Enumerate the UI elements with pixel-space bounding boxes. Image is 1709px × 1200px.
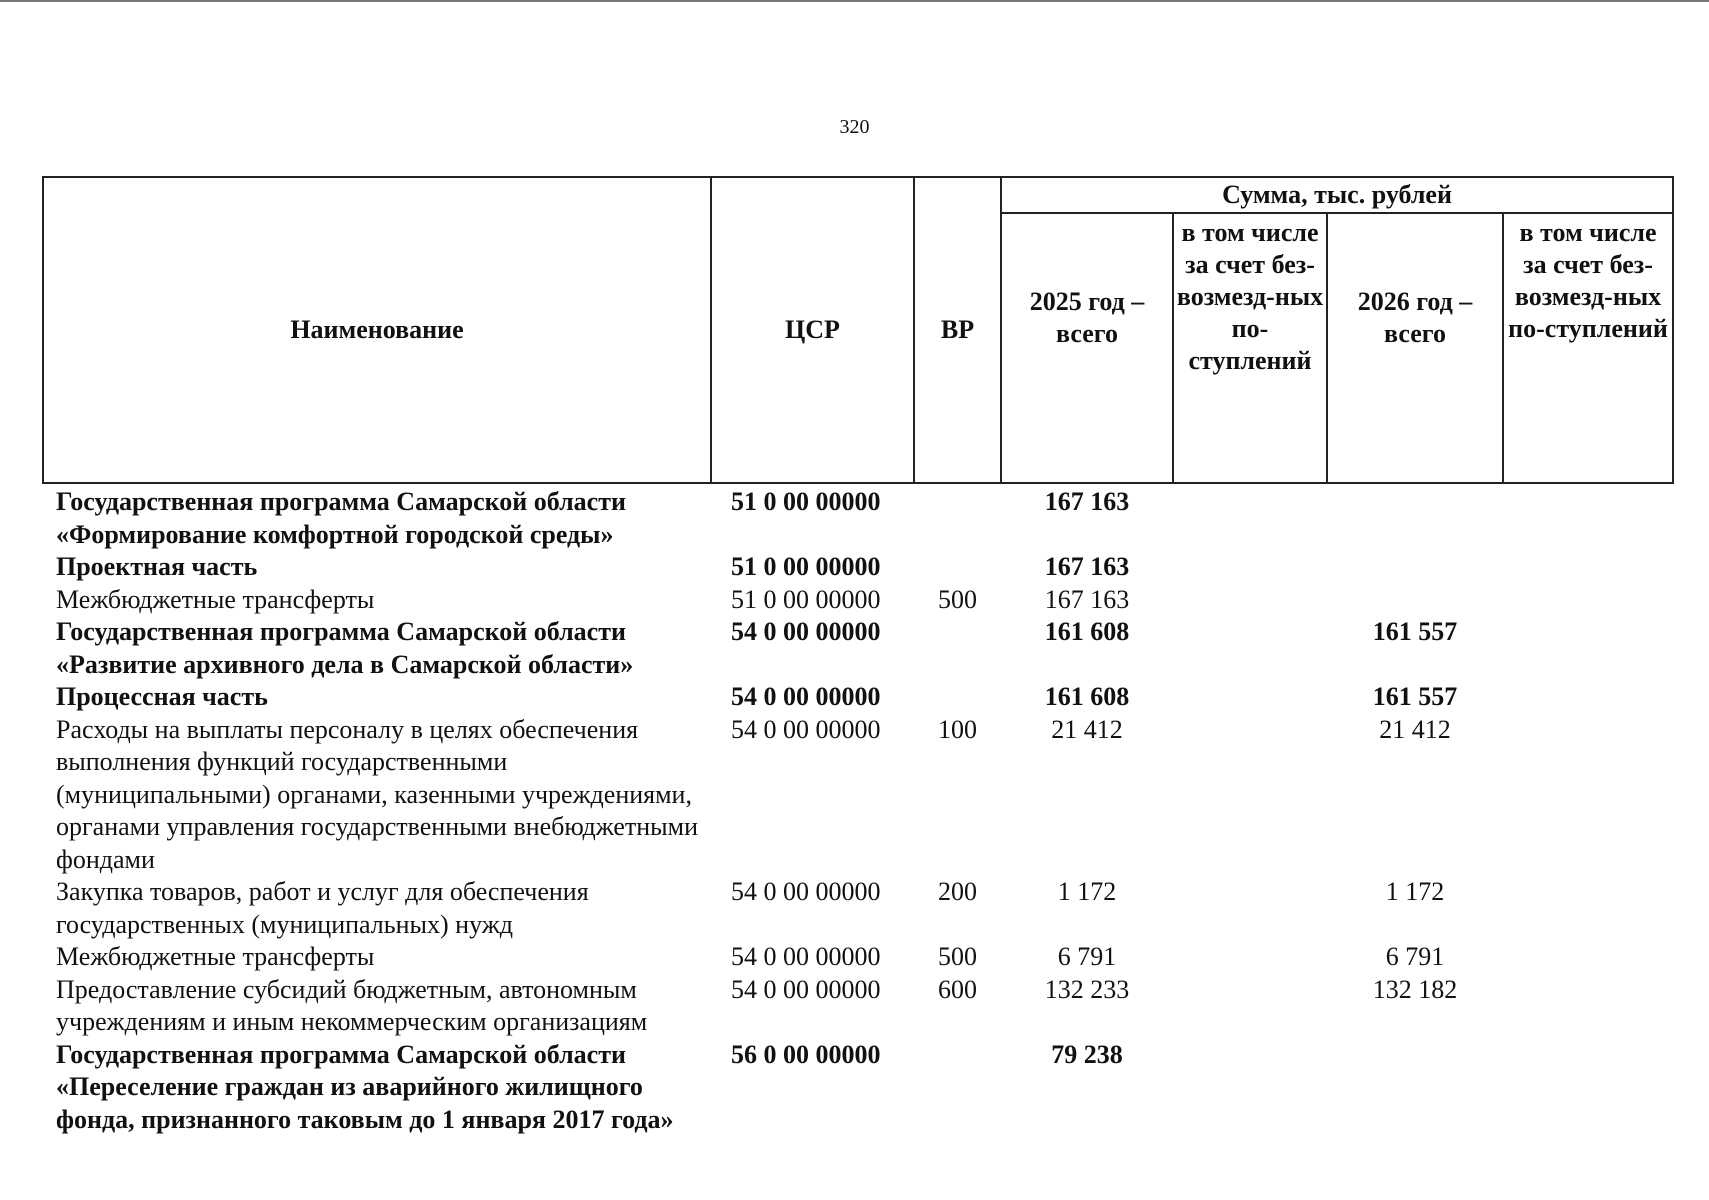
row-2026-total: 1 172 [1385, 877, 1445, 906]
row-csr: 54 0 00 00000 [731, 714, 881, 744]
row-name: Проектная часть [56, 552, 258, 581]
row-2026-free [1503, 616, 1673, 681]
table-row [43, 941, 1673, 974]
table-row [43, 483, 1673, 551]
table-row [43, 974, 1673, 1039]
row-name: Межбюджетные трансферты [56, 942, 375, 971]
row-2025-free [1173, 876, 1327, 941]
table-body [43, 483, 1673, 1136]
row-2026-total: 161 557 [1372, 617, 1458, 646]
row-2026-free [1503, 584, 1673, 617]
row-2025-free [1173, 974, 1327, 1039]
row-2025-total: 167 163 [1044, 552, 1130, 581]
header-vr: ВР [914, 177, 1001, 483]
row-2025-total: 1 172 [1057, 877, 1117, 906]
table-row [43, 616, 1673, 681]
table-row [43, 1039, 1673, 1137]
row-vr [914, 616, 1001, 681]
row-2025-total: 167 163 [1044, 487, 1130, 516]
row-2025-free [1173, 941, 1327, 974]
row-2026-free [1503, 681, 1673, 714]
top-rule [0, 0, 1709, 2]
row-2025-total: 79 238 [1051, 1039, 1123, 1069]
budget-table [42, 176, 1674, 1136]
row-2025-total: 6 791 [1057, 942, 1117, 971]
row-2026-total [1327, 584, 1503, 617]
row-2025-total: 161 608 [1044, 617, 1130, 646]
row-name: Процессная часть [56, 682, 268, 711]
row-2026-total [1327, 1039, 1503, 1137]
table-row [43, 584, 1673, 617]
row-name: Государственная программа Самарской области «Формирование комфортной городской среды» [56, 487, 626, 549]
row-2026-free [1503, 876, 1673, 941]
row-csr: 54 0 00 00000 [731, 974, 881, 1004]
header-csr: ЦСР [711, 177, 914, 483]
row-2026-free [1503, 974, 1673, 1039]
table-row [43, 876, 1673, 941]
row-2026-free [1503, 483, 1673, 551]
row-2025-free [1173, 616, 1327, 681]
row-2025-free [1173, 483, 1327, 551]
header-sum: Сумма, тыс. рублей [1001, 177, 1673, 213]
row-2026-total: 6 791 [1385, 942, 1445, 971]
row-2026-free [1503, 941, 1673, 974]
row-2025-free [1173, 551, 1327, 584]
row-2025-total: 167 163 [1044, 584, 1130, 614]
page-number: 320 [839, 116, 870, 138]
header-2025-free: в том числе за счет без-возмезд-ных по-ступлений [1173, 213, 1327, 483]
row-csr: 51 0 00 00000 [731, 584, 881, 614]
row-vr: 200 [938, 877, 977, 906]
row-2025-total: 132 233 [1044, 974, 1130, 1004]
row-2025-total: 21 412 [1051, 714, 1123, 744]
row-vr [914, 681, 1001, 714]
row-vr: 500 [938, 942, 977, 971]
row-2026-total [1327, 551, 1503, 584]
row-vr [914, 483, 1001, 551]
row-2025-free [1173, 681, 1327, 714]
row-name: Межбюджетные трансферты [56, 584, 375, 614]
row-vr [914, 551, 1001, 584]
row-name: Расходы на выплаты персоналу в целях обеспечения выполнения функций государственными (муниципальными) органами, казенными учреждениями, органами управления государственными внебюджетными фондами [56, 714, 699, 874]
row-2026-total: 132 182 [1372, 974, 1458, 1004]
row-vr: 100 [938, 714, 977, 744]
row-2026-free [1503, 714, 1673, 877]
row-csr: 54 0 00 00000 [731, 617, 881, 646]
row-2026-free [1503, 551, 1673, 584]
row-name: Предоставление субсидий бюджетным, автономным учреждениям и иным некоммерческим организациям [56, 974, 648, 1036]
row-csr: 54 0 00 00000 [731, 942, 881, 971]
row-2025-total: 161 608 [1044, 682, 1130, 711]
row-csr: 54 0 00 00000 [731, 877, 881, 906]
table-row [43, 681, 1673, 714]
row-2026-total: 21 412 [1379, 714, 1451, 744]
row-csr: 51 0 00 00000 [731, 487, 881, 516]
row-csr: 54 0 00 00000 [731, 682, 881, 711]
table-row [43, 551, 1673, 584]
row-2025-free [1173, 714, 1327, 877]
row-2026-total: 161 557 [1372, 682, 1458, 711]
row-name: Государственная программа Самарской области «Развитие архивного дела в Самарской области» [56, 617, 634, 679]
row-csr: 56 0 00 00000 [731, 1039, 881, 1069]
header-2026-free: в том числе за счет без-возмезд-ных по-ступлений [1503, 213, 1673, 483]
table-header [43, 177, 1673, 483]
row-vr: 500 [938, 584, 977, 614]
header-name: Наименование [43, 177, 711, 483]
row-vr: 600 [938, 974, 977, 1004]
row-2026-total [1327, 483, 1503, 551]
row-vr [914, 1039, 1001, 1137]
header-2026-total: 2026 год – всего [1327, 213, 1503, 483]
row-2025-free [1173, 1039, 1327, 1137]
table-row [43, 714, 1673, 877]
header-2025-total: 2025 год – всего [1001, 213, 1173, 483]
row-name: Государственная программа Самарской области «Переселение граждан из аварийного жилищного фонда, признанного таковым до 1 января 2017 года» [56, 1039, 674, 1134]
row-2026-free [1503, 1039, 1673, 1137]
row-name: Закупка товаров, работ и услуг для обеспечения государственных (муниципальных) нужд [56, 877, 589, 939]
row-csr: 51 0 00 00000 [731, 552, 881, 581]
row-2025-free [1173, 584, 1327, 617]
